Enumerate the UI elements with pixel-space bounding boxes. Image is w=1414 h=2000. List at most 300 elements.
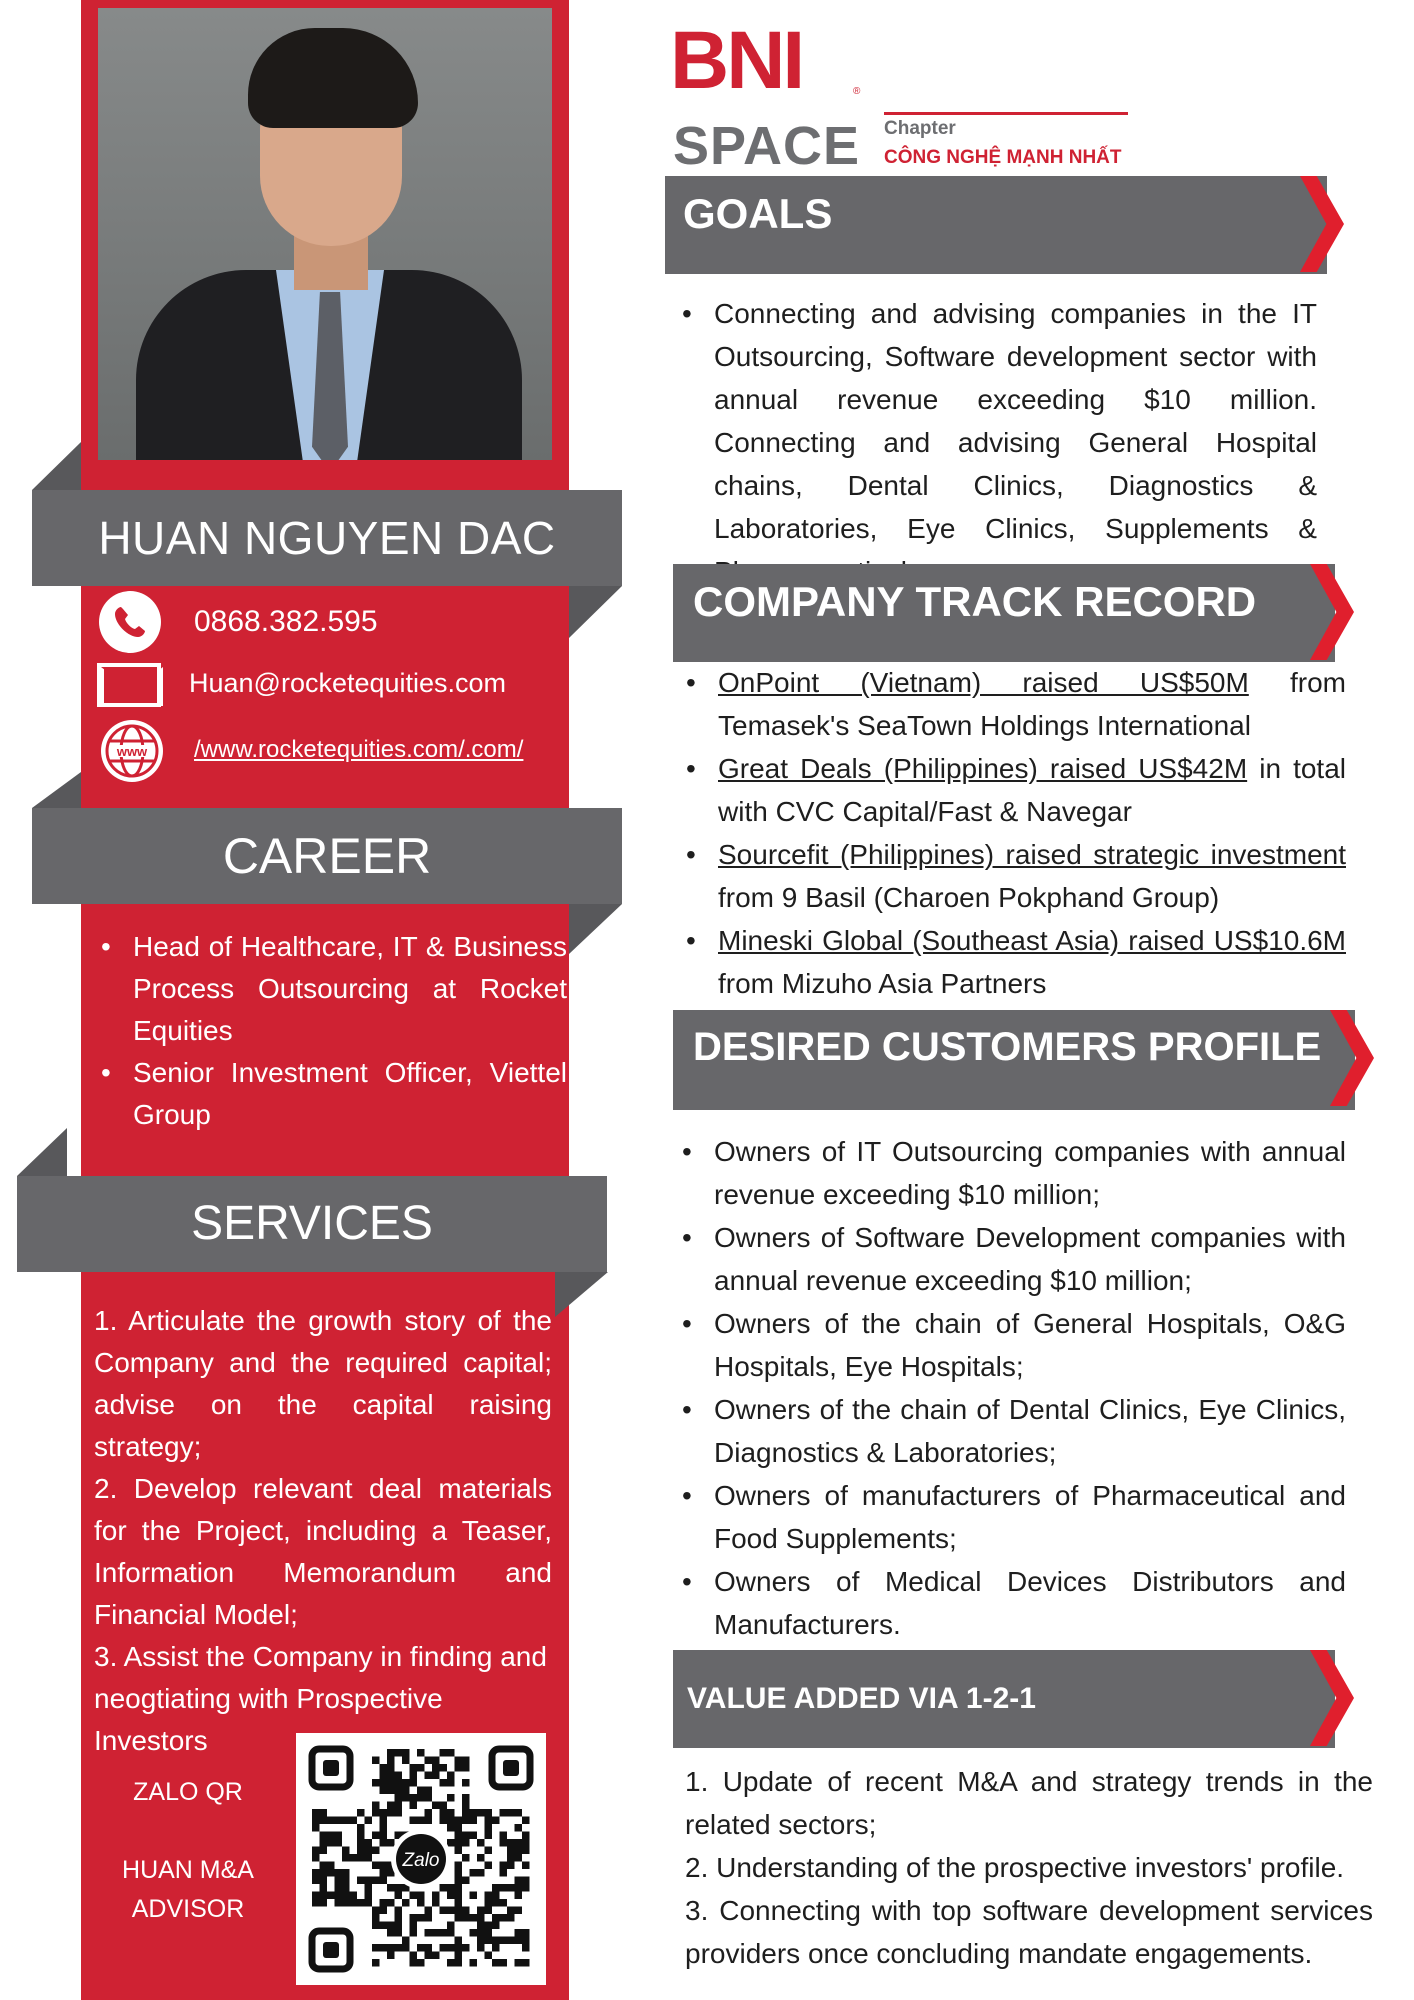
qr-module: [342, 1817, 350, 1825]
registered-mark: ®: [853, 86, 861, 97]
qr-module: [507, 1884, 515, 1892]
qr-module: [387, 1764, 395, 1772]
qr-module: [455, 1817, 463, 1825]
qr-module: [515, 1854, 523, 1862]
qr-module: [372, 1877, 380, 1885]
qr-module: [357, 1899, 365, 1907]
qr-module: [455, 1832, 463, 1840]
qr-module: [410, 1764, 418, 1772]
qr-module: [357, 1839, 365, 1847]
qr-module: [380, 1809, 388, 1817]
qr-module: [395, 1787, 403, 1795]
qr-module: [470, 1809, 478, 1817]
qr-module: [410, 1959, 418, 1967]
qr-module: [462, 1779, 470, 1787]
qr-module: [402, 1749, 410, 1757]
qr-module: [335, 1892, 343, 1900]
qr-module: [357, 1877, 365, 1885]
qr-module: [387, 1802, 395, 1810]
career-list: [97, 926, 567, 1136]
qr-module: [410, 1892, 418, 1900]
qr-module: [380, 1779, 388, 1787]
value-added-item: 2. Understanding of the prospective investors' profile.: [685, 1852, 1345, 1883]
qr-module: [492, 1884, 500, 1892]
qr-module: [447, 1944, 455, 1952]
qr-module: [455, 1944, 463, 1952]
qr-module: [410, 1929, 418, 1937]
desired-customers-item: • Owners of Medical Devices Distributors and Manufacturers.: [680, 1560, 1346, 1646]
ribbon-fold: [569, 904, 622, 954]
qr-module: [372, 1802, 380, 1810]
qr-module: [320, 1862, 328, 1870]
qr-module: [350, 1892, 358, 1900]
qr-module: [500, 1959, 508, 1967]
goals-item: • Connecting and advising companies in the IT Outsourcing, Software development sector with annual revenue exceeding $10 million. Connecting and advising General Hospital chains, Dental Clinics, Diagnostics & Laboratories, Eye Clinics, Supplements &: [680, 292, 1317, 593]
qr-module: [417, 1817, 425, 1825]
track-record-item: • Sourcefit (Philippines) raised strategic investment from 9 Basil (Charoen Pokphand Group): [684, 833, 1346, 919]
qr-module: [320, 1892, 328, 1900]
qr-module: [395, 1794, 403, 1802]
qr-module: [410, 1794, 418, 1802]
qr-module: [477, 1929, 485, 1937]
qr-module: [380, 1817, 388, 1825]
qr-module: [507, 1937, 515, 1945]
qr-module: [395, 1884, 403, 1892]
qr-module: [432, 1757, 440, 1765]
value-added-item: 3. Connecting with top software development services providers once concluding mandate engagements.: [685, 1895, 1373, 1969]
qr-module: [447, 1907, 455, 1915]
qr-module: [387, 1944, 395, 1952]
qr-module: [462, 1794, 470, 1802]
qr-module: [312, 1899, 320, 1907]
qr-module: [357, 1809, 365, 1817]
qr-module: [335, 1899, 343, 1907]
desired-customers-heading: DESIRED CUSTOMERS PROFILE: [673, 1010, 1355, 1110]
qr-module: [365, 1899, 373, 1907]
qr-module: [387, 1779, 395, 1787]
chapter-label: Chapter: [884, 118, 956, 139]
qr-module: [365, 1839, 373, 1847]
qr-module: [425, 1929, 433, 1937]
qr-module: [425, 1794, 433, 1802]
qr-module: [395, 1809, 403, 1817]
qr-module: [455, 1892, 463, 1900]
qr-module: [380, 1899, 388, 1907]
qr-module: [417, 1914, 425, 1922]
qr-module: [410, 1914, 418, 1922]
qr-module: [417, 1959, 425, 1967]
qr-module: [335, 1869, 343, 1877]
qr-caption-line1: HUAN M&A: [122, 1856, 254, 1884]
qr-module: [335, 1884, 343, 1892]
profile-name: HUAN NGUYEN DAC: [32, 490, 622, 586]
qr-module: [500, 1937, 508, 1945]
qr-module: [440, 1809, 448, 1817]
goals-list: [680, 292, 1317, 593]
phone-number: 0868.382.595: [194, 605, 378, 638]
qr-module: [485, 1832, 493, 1840]
desired-customers-item: • Owners of manufacturers of Pharmaceutical and Food Supplements;: [680, 1474, 1346, 1560]
qr-module: [500, 1899, 508, 1907]
qr-module: [440, 1884, 448, 1892]
qr-module: [455, 1907, 463, 1915]
qr-module: [312, 1869, 320, 1877]
services-heading: SERVICES: [17, 1176, 607, 1272]
zalo-qr-code[interactable]: [296, 1733, 546, 1985]
qr-module: [462, 1817, 470, 1825]
qr-module: [507, 1809, 515, 1817]
website-link[interactable]: /www.rocketequities.com/.com/: [194, 736, 524, 763]
qr-module: [372, 1832, 380, 1840]
qr-module: [342, 1869, 350, 1877]
qr-module: [320, 1877, 328, 1885]
qr-module: [365, 1884, 373, 1892]
qr-module: [312, 1877, 320, 1885]
qr-module: [432, 1899, 440, 1907]
qr-module: [447, 1839, 455, 1847]
phone-icon: [99, 591, 161, 653]
track-record-link[interactable]: OnPoint (Vietnam) raised US$50M: [718, 667, 1249, 698]
qr-module: [380, 1787, 388, 1795]
qr-module: [462, 1764, 470, 1772]
qr-module: [365, 1854, 373, 1862]
qr-module: [387, 1772, 395, 1780]
qr-module: [432, 1952, 440, 1960]
qr-module: [522, 1937, 530, 1945]
qr-module: [342, 1884, 350, 1892]
qr-module: [372, 1862, 380, 1870]
qr-module: [485, 1937, 493, 1945]
qr-module: [447, 1794, 455, 1802]
qr-module: [387, 1899, 395, 1907]
qr-module: [387, 1757, 395, 1765]
qr-module: [402, 1794, 410, 1802]
qr-module: [425, 1772, 433, 1780]
qr-module: [327, 1832, 335, 1840]
qr-module: [380, 1869, 388, 1877]
value-added-heading: VALUE ADDED VIA 1-2-1: [673, 1650, 1335, 1748]
qr-module: [395, 1914, 403, 1922]
qr-module: [342, 1847, 350, 1855]
qr-module: [365, 1892, 373, 1900]
qr-module: [395, 1779, 403, 1787]
qr-module: [500, 1884, 508, 1892]
qr-module: [380, 1764, 388, 1772]
qr-module: [395, 1892, 403, 1900]
qr-module: [440, 1802, 448, 1810]
qr-module: [320, 1839, 328, 1847]
qr-module: [380, 1862, 388, 1870]
qr-module: [395, 1802, 403, 1810]
globe-icon-text: www: [116, 744, 148, 759]
qr-module: [455, 1884, 463, 1892]
qr-module: [372, 1944, 380, 1952]
qr-module: [515, 1892, 523, 1900]
qr-module: [387, 1749, 395, 1757]
qr-module: [380, 1824, 388, 1832]
qr-module: [425, 1787, 433, 1795]
qr-module: [500, 1839, 508, 1847]
qr-module: [507, 1847, 515, 1855]
qr-module: [477, 1869, 485, 1877]
qr-module: [327, 1839, 335, 1847]
qr-module: [462, 1802, 470, 1810]
qr-module: [455, 1847, 463, 1855]
qr-module: [470, 1959, 478, 1967]
qr-module: [462, 1914, 470, 1922]
qr-module: [477, 1809, 485, 1817]
qr-module: [432, 1772, 440, 1780]
qr-module: [492, 1817, 500, 1825]
qr-module: [455, 1899, 463, 1907]
qr-module: [320, 1809, 328, 1817]
ribbon-fold: [569, 586, 622, 638]
qr-module: [380, 1922, 388, 1930]
qr-module: [380, 1907, 388, 1915]
qr-module: [500, 1914, 508, 1922]
qr-module: [492, 1892, 500, 1900]
qr-module: [440, 1817, 448, 1825]
qr-module: [312, 1824, 320, 1832]
qr-module: [470, 1832, 478, 1840]
track-record-link[interactable]: Sourcefit (Philippines) raised strategic investment: [718, 839, 1346, 870]
qr-module: [492, 1944, 500, 1952]
qr-module: [485, 1817, 493, 1825]
qr-module: [417, 1794, 425, 1802]
qr-module: [402, 1787, 410, 1795]
qr-module: [410, 1779, 418, 1787]
qr-module: [335, 1817, 343, 1825]
qr-module: [387, 1787, 395, 1795]
qr-module: [417, 1764, 425, 1772]
qr-module: [350, 1854, 358, 1862]
qr-module: [522, 1929, 530, 1937]
qr-module: [522, 1959, 530, 1967]
qr-module: [485, 1899, 493, 1907]
qr-module: [485, 1847, 493, 1855]
qr-module: [515, 1824, 523, 1832]
qr-module: [477, 1914, 485, 1922]
qr-module: [417, 1944, 425, 1952]
qr-module: [395, 1922, 403, 1930]
value-added-list: [685, 1760, 1373, 1975]
qr-module: [327, 1817, 335, 1825]
track-record-link[interactable]: Mineski Global (Southeast Asia) raised US$10.6M: [718, 925, 1346, 956]
qr-module: [387, 1929, 395, 1937]
qr-module: [462, 1839, 470, 1847]
qr-module: [477, 1854, 485, 1862]
qr-module: [492, 1937, 500, 1945]
qr-module: [425, 1757, 433, 1765]
qr-module: [372, 1959, 380, 1967]
qr-caption-line2: ADVISOR: [131, 1895, 245, 1923]
track-record-heading: COMPANY TRACK RECORD: [673, 564, 1335, 662]
track-record-item: • OnPoint (Vietnam) raised US$50M from Temasek's SeaTown Holdings International: [684, 661, 1346, 747]
qr-module: [507, 1854, 515, 1862]
qr-module: [440, 1779, 448, 1787]
qr-module: [380, 1839, 388, 1847]
bni-logo: BNI: [670, 15, 803, 106]
qr-module: [477, 1937, 485, 1945]
qr-module: [335, 1832, 343, 1840]
qr-module: [447, 1959, 455, 1967]
track-record-link[interactable]: Great Deals (Philippines) raised US$42M: [718, 753, 1248, 784]
desired-customers-item: • Owners of Software Development companies with annual revenue exceeding $10 million;: [680, 1216, 1346, 1302]
qr-module: [372, 1757, 380, 1765]
qr-module: [492, 1922, 500, 1930]
qr-module: [462, 1907, 470, 1915]
desired-customers-item: • Owners of IT Outsourcing companies with annual revenue exceeding $10 million;: [680, 1130, 1346, 1216]
qr-module: [387, 1884, 395, 1892]
track-record-item: • Great Deals (Philippines) raised US$42M in total with CVC Capital/Fast & Navegar: [684, 747, 1346, 833]
qr-module: [447, 1817, 455, 1825]
chapter-name: CÔNG NGHỆ MẠNH NHẤT: [884, 147, 1122, 168]
space-wordmark: SPACE: [673, 116, 861, 176]
qr-module: [522, 1847, 530, 1855]
qr-module: [350, 1817, 358, 1825]
qr-module: [312, 1817, 320, 1825]
profile-photo: [98, 8, 552, 460]
qr-module: [440, 1907, 448, 1915]
qr-module: [357, 1854, 365, 1862]
qr-module: [372, 1922, 380, 1930]
qr-module: [380, 1877, 388, 1885]
qr-module: [417, 1899, 425, 1907]
qr-module: [447, 1929, 455, 1937]
qr-module: [485, 1892, 493, 1900]
qr-module: [440, 1764, 448, 1772]
qr-module: [515, 1937, 523, 1945]
qr-module: [440, 1929, 448, 1937]
qr-module: [515, 1877, 523, 1885]
qr-module: [365, 1877, 373, 1885]
qr-module: [335, 1839, 343, 1847]
qr-module: [455, 1937, 463, 1945]
qr-module: [500, 1809, 508, 1817]
qr-module: [500, 1832, 508, 1840]
qr-module: [425, 1817, 433, 1825]
qr-module: [417, 1892, 425, 1900]
qr-module: [372, 1914, 380, 1922]
qr-module: [515, 1907, 523, 1915]
qr-module: [447, 1779, 455, 1787]
qr-module: [387, 1922, 395, 1930]
qr-module: [485, 1929, 493, 1937]
qr-module: [470, 1929, 478, 1937]
qr-module: [327, 1892, 335, 1900]
qr-module: [470, 1914, 478, 1922]
qr-module: [515, 1847, 523, 1855]
qr-module: [462, 1854, 470, 1862]
qr-module: [432, 1929, 440, 1937]
qr-module: [417, 1787, 425, 1795]
qr-module: [455, 1764, 463, 1772]
qr-module: [350, 1899, 358, 1907]
qr-module: [320, 1899, 328, 1907]
qr-module: [357, 1847, 365, 1855]
qr-module: [410, 1817, 418, 1825]
qr-module: [432, 1802, 440, 1810]
qr-module: [372, 1847, 380, 1855]
qr-module: [402, 1944, 410, 1952]
qr-module: [485, 1824, 493, 1832]
qr-module: [455, 1952, 463, 1960]
services-list: [94, 1300, 552, 1762]
qr-module: [320, 1817, 328, 1825]
qr-module: [477, 1944, 485, 1952]
qr-module: [425, 1907, 433, 1915]
qr-module: [515, 1839, 523, 1847]
qr-module: [447, 1884, 455, 1892]
qr-module: [395, 1749, 403, 1757]
goals-heading: GOALS: [665, 176, 1327, 274]
qr-module: [335, 1877, 343, 1885]
qr-module: [365, 1847, 373, 1855]
qr-module: [500, 1862, 508, 1870]
qr-module: [485, 1952, 493, 1960]
qr-module: [485, 1907, 493, 1915]
qr-module: [342, 1877, 350, 1885]
qr-module: [507, 1862, 515, 1870]
qr-module: [440, 1944, 448, 1952]
qr-module: [432, 1892, 440, 1900]
qr-module: [470, 1817, 478, 1825]
qr-module: [402, 1779, 410, 1787]
qr-module: [425, 1952, 433, 1960]
qr-module: [365, 1817, 373, 1825]
desired-customers-item: • Owners of the chain of General Hospitals, O&G Hospitals, Eye Hospitals;: [680, 1302, 1346, 1388]
career-item: • Head of Healthcare, IT & Business Process Outsourcing at Rocket Equities: [97, 926, 567, 1052]
qr-module: [387, 1809, 395, 1817]
qr-module: [485, 1862, 493, 1870]
qr-module: [477, 1839, 485, 1847]
qr-module: [492, 1899, 500, 1907]
qr-module: [425, 1809, 433, 1817]
qr-module: [320, 1869, 328, 1877]
globe-icon: [101, 720, 163, 782]
qr-module: [402, 1757, 410, 1765]
qr-module: [515, 1884, 523, 1892]
qr-module: [462, 1832, 470, 1840]
qr-module: [455, 1757, 463, 1765]
qr-module: [455, 1914, 463, 1922]
ribbon-fold: [555, 1272, 608, 1317]
qr-module: [507, 1907, 515, 1915]
qr-module: [455, 1869, 463, 1877]
qr-module: [447, 1824, 455, 1832]
qr-module: [425, 1914, 433, 1922]
services-item: 1. Articulate the growth story of the Company and the required capital; advise on the capital raising strategy;: [94, 1305, 552, 1462]
email-address[interactable]: Huan@rocketequities.com: [189, 668, 507, 698]
qr-module: [522, 1832, 530, 1840]
career-heading: CAREER: [32, 808, 622, 904]
qr-module: [327, 1869, 335, 1877]
qr-module: [447, 1772, 455, 1780]
qr-module: [447, 1922, 455, 1930]
qr-module: [447, 1892, 455, 1900]
services-item: 2. Develop relevant deal materials for the Project, including a Teaser, Information Memorandum and Financial Model;: [94, 1473, 552, 1630]
qr-module: [455, 1959, 463, 1967]
qr-module: [522, 1877, 530, 1885]
qr-module: [410, 1952, 418, 1960]
qr-module: [515, 1929, 523, 1937]
qr-module: [470, 1869, 478, 1877]
qr-module: [395, 1929, 403, 1937]
qr-module: [312, 1892, 320, 1900]
qr-module: [522, 1817, 530, 1825]
qr-module: [417, 1749, 425, 1757]
qr-module: [522, 1884, 530, 1892]
